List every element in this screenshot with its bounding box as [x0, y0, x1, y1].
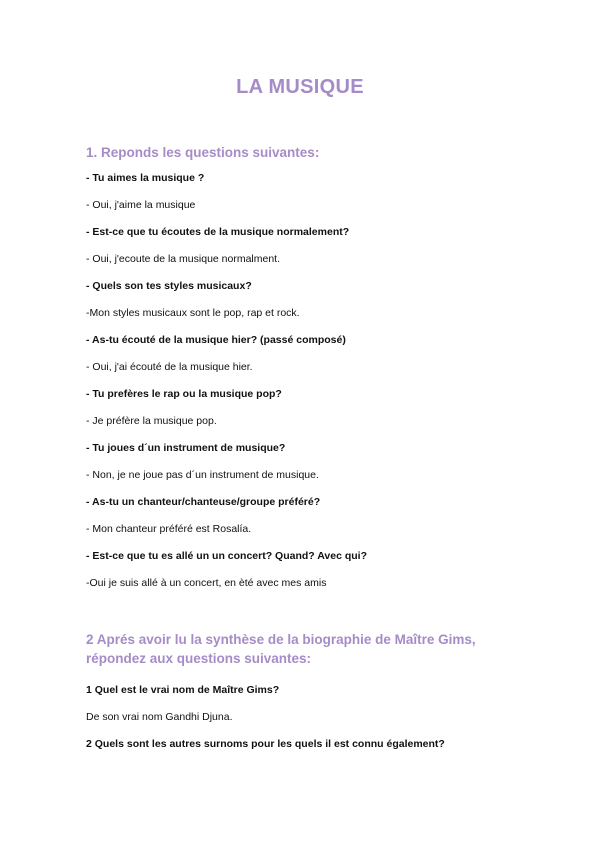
- section1-question-1: - Tu aimes la musique ?: [86, 172, 205, 184]
- section1-question-5: - Tu prefères le rap ou la musique pop?: [86, 388, 282, 400]
- section1-question-3: - Quels son tes styles musicaux?: [86, 280, 252, 292]
- section1-answer-8: -Oui je suis allé à un concert, en èté avec mes amis: [86, 577, 327, 589]
- section2-heading: 2 Aprés avoir lu la synthèse de la biographie de Maître Gims, répondez aux questions suivantes:: [86, 632, 476, 666]
- page-title: LA MUSIQUE: [236, 76, 364, 98]
- section2-question-1: 1 Quel est le vrai nom de Maître Gims?: [86, 684, 280, 696]
- section2-answer-1: De son vrai nom Gandhi Djuna.: [86, 711, 233, 723]
- section1-answer-4: - Oui, j'ai écouté de la musique hier.: [86, 361, 253, 373]
- section1-question-6: - Tu joues d´un instrument de musique?: [86, 442, 286, 454]
- section1-heading: 1. Reponds les questions suivantes:: [86, 145, 320, 160]
- section1-question-2: - Est-ce que tu écoutes de la musique normalement?: [86, 226, 350, 238]
- section1-answer-2: - Oui, j'ecoute de la musique normalment.: [86, 253, 281, 265]
- section1-answer-6: - Non, je ne joue pas d´un instrument de musique.: [86, 469, 319, 481]
- section1-answer-5: - Je préfère la musique pop.: [86, 415, 217, 427]
- section1-question-8: - Est-ce que tu es allé un un concert? Quand? Avec qui?: [86, 550, 368, 562]
- section1-question-7: - As-tu un chanteur/chanteuse/groupe préféré?: [86, 496, 321, 508]
- section2-question-2: 2 Quels sont les autres surnoms pour les quels il est connu également?: [86, 738, 445, 750]
- section1-answer-3: -Mon styles musicaux sont le pop, rap et rock.: [86, 307, 300, 319]
- section1-answer-7: - Mon chanteur préféré est Rosalía.: [86, 523, 252, 535]
- section1-question-4: - As-tu écouté de la musique hier? (passé composé): [86, 334, 346, 346]
- section1-answer-1: - Oui, j'aime la musique: [86, 199, 196, 211]
